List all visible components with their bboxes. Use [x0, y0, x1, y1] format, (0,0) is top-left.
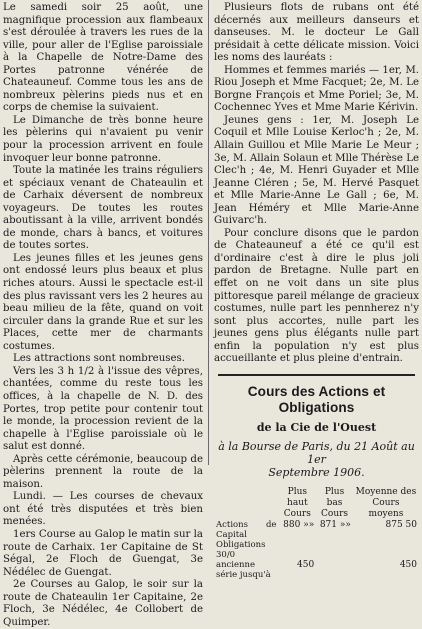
article-paragraph: Pour conclure disons que le pardon de Chateauneuf a été ce qu'il est d'ordinaire c'est à dire le plus joli pardon de Bretagne. Nulle part en effet on ne voit dans un site plus pittoresque pareil mélange de gracieux costumes, nulle part les pennherez n'y sont plus accortes, nulle part les jeunes gens plus élégants nulle part enfin la population n'y est plus accueillante et plus pleine d'entrain. [214, 227, 419, 365]
right-column [214, 2, 419, 580]
cours-title: Cours des Actions et Obligations [247, 383, 386, 415]
cours-section [214, 374, 419, 479]
article-paragraph: Plusieurs flots de rubans ont été décernés aux meilleurs danseurs et danseuses. M. le docteur Le Gall présidait à cette délicate mission. Voici les noms des lauréats : [214, 2, 419, 64]
row-label: ancienne série jusqu'à [216, 559, 271, 580]
header-plus-haut [278, 487, 316, 520]
cours-subtitle: de la Cie de l'Ouest [256, 420, 377, 434]
cell-plus-bas: 871 »» [319, 519, 351, 530]
article-paragraph: Vers les 3 h 1/2 à l'issue des vêpres, chantées, comme du reste tous les offices, à la chapelle de N. D. des Portes, trop petite pour contenir tout le monde, la procession revient de la chapelle à l'Eglise paroissiale où le salut est donné. [3, 365, 203, 453]
cell-plus-bas [316, 560, 353, 580]
article-paragraph: 2e Courses au Galop, le soir sur la route de Chateaulin 1er Capitaine, 2e Floch, 3e Nédélec, 4e Collobert de Quimper. [3, 579, 203, 628]
cours-date-line-2: Septembre 1906. [268, 465, 365, 479]
article-paragraph: Lundi. — Les courses de chevaux ont été très disputées et très bien menées. [3, 491, 203, 528]
article-paragraph: Les attractions sont nombreuses. [13, 353, 185, 365]
column-divider [208, 0, 209, 465]
article-paragraph: Jeunes gens : 1er, M. Joseph Le Coquil et Mlle Louise Kerloc'h ; 2e, M. Allain Guillou et Mlle Marie Le Meur ; 3e, M. Allain Solaun et Mlle Thérèse Le Clec'h ; 4e, M. Henri Guyader et Mlle Jeanne Cléren ; 5e, M. Hervé Pasquet et Mlle Marie-Anne Le Gall ; 6e, M. Jean Héméry et Mlle Marie-Anne Guivarc'h. [214, 114, 419, 227]
cell-moyenne: 875 50 [385, 519, 417, 530]
cell-moyenne: 450 [399, 559, 417, 570]
article-paragraph: Après cette cérémonie, beaucoup de pèlerins prennent la route de la maison. [3, 453, 203, 490]
article-paragraph: Le Dimanche de très bonne heure les pèlerins qui n'avaient pu venir pour la procession arrivent en foule invoquer leur bonne patronne. [3, 114, 203, 164]
table-row [214, 560, 419, 580]
row-label: Obligations 30/0 [216, 539, 266, 560]
cell-plus-haut [278, 540, 316, 560]
header-plus-bas-label: Plus bas [324, 486, 345, 508]
article-paragraph: Le samedi soir 25 août, une magnifique procession aux flambeaux s'est déroulée à travers les rues de la ville, pour aller de l'Eglise paroissiale à la Chapelle de Notre-Dame des Portes patronne vénérée de Chateauneuf. Comme tous les ans de nombreux pèlerins pieds nus et en corps de chemise la suivaient. [3, 2, 203, 114]
table-row [214, 540, 419, 560]
header-label [214, 487, 278, 520]
article-paragraph: Toute la matinée les trains réguliers et spéciaux venant de Chateaulin et de Carhaix déversent de nombreux voyageurs. De toutes les routes aboutissant à la ville, arrivent bondés de monde, chars à bancs, et voitures de toutes sortes. [3, 165, 203, 252]
row-label: Actions de Capital [216, 519, 277, 540]
article-paragraph: Hommes et femmes mariés — 1er, M. Riou Joseph et Mme Facquet; 2e, M. Le Borgne François et Mme Poriel; 3e, M. Cochennec Yves et Mme Marie Kérivin. [214, 64, 419, 114]
cell-plus-haut: 880 »» [283, 519, 315, 530]
cell-plus-bas [316, 540, 353, 560]
cours-table [214, 487, 419, 580]
table-row [214, 520, 419, 540]
header-plus-bas [316, 487, 353, 520]
cours-date-line: à la Bourse de Paris, du 21 Août au 1er [218, 439, 415, 466]
header-moyenne: Moyenne des Cours moyens [355, 486, 417, 519]
left-column [3, 2, 203, 629]
header-plus-bas-sub: Cours [321, 508, 349, 519]
header-plus-haut-sub: Cours [283, 508, 311, 519]
header-plus-haut-label: Plus haut [287, 486, 308, 508]
cell-moyenne [353, 540, 419, 560]
table-header-row [214, 487, 419, 520]
section-rule [218, 374, 415, 376]
article-paragraph: 1ers Course au Galop le matin sur la route de Carhaix. 1er Capitaine de St Ségal, 2e Floch de Guengat, 3e Nédélec de Guengat. [3, 528, 203, 578]
cell-plus-haut: 450 [297, 559, 315, 570]
article-paragraph: Les jeunes filles et les jeunes gens ont endossé leurs plus beaux et plus riches atours. Aussi le spectacle est-il des plus ravissant vers les 2 heures au beau milieu de la fête, quand on voit circuler dans la grande Rue et sur les Places, cette mer de charmants costumes. [3, 252, 203, 352]
